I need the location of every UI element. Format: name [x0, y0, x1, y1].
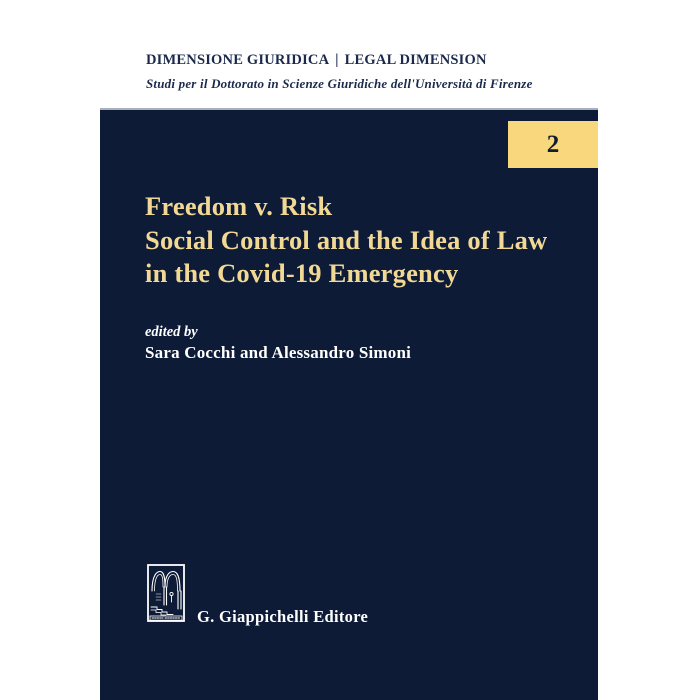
book-title-line: Freedom v. Risk [145, 191, 333, 221]
publisher-name: G. Giappichelli Editore [197, 607, 369, 626]
book-title-line: in the Covid-19 Emergency [145, 258, 459, 288]
volume-badge [508, 121, 598, 168]
series-subtitle: Studi per il Dottorato in Scienze Giuridiche dell'Università di Firenze [146, 76, 533, 91]
series-title-separator: | [335, 52, 339, 68]
volume-number: 2 [546, 131, 560, 158]
series-title [146, 52, 533, 69]
book-title [145, 190, 575, 291]
series-header [146, 52, 533, 92]
book-title-line: Social Control and the Idea of Law [145, 224, 548, 255]
series-title-italian: DIMENSIONE GIURIDICA [146, 52, 330, 68]
edited-by-label: edited by [145, 324, 198, 340]
giappichelli-emblem-icon [147, 564, 185, 622]
editors-names: Sara Cocchi and Alessandro Simoni [145, 343, 412, 362]
cover-panel [100, 108, 598, 700]
series-title-english: LEGAL DIMENSION [344, 52, 487, 68]
